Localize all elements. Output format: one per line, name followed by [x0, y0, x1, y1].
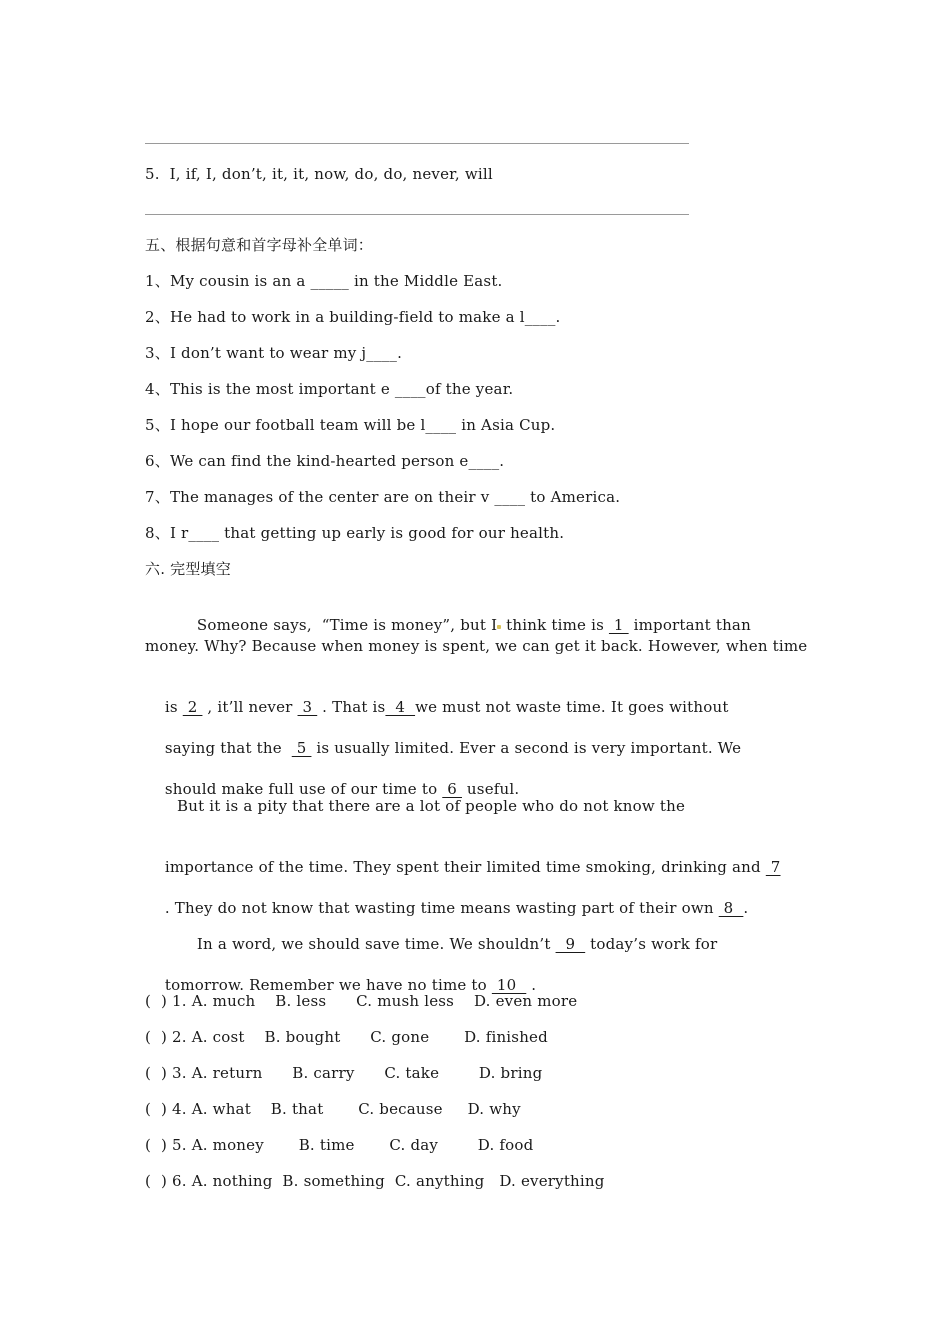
passage-text: should make full use of our time to — [164, 780, 443, 798]
passage-p2-line1: But it is a pity that there are a lot of people who do not know the — [177, 797, 686, 815]
choice-row-1: ( ) 1. A. much B. less C. mush less D. even more — [145, 992, 578, 1010]
answer-line-5 — [145, 214, 689, 215]
section5-item-7: 7、The manages of the center are on their v ____ to America. — [145, 488, 621, 506]
passage-text: today’s work for — [585, 935, 718, 953]
choice-row-3: ( ) 3. A. return B. carry C. take D. bring — [145, 1064, 543, 1082]
blank-9: 9 — [555, 935, 586, 953]
passage-text: we must not waste time. It goes without — [415, 698, 729, 716]
passage-text: , it’ll never — [202, 698, 298, 716]
choice-row-5: ( ) 5. A. money B. time C. day D. food — [145, 1136, 534, 1154]
choice-row-6: ( ) 6. A. nothing B. something C. anything D. everything — [145, 1172, 605, 1190]
choice-row-4: ( ) 4. A. what B. that C. because D. why — [145, 1100, 521, 1118]
blank-8: 8 — [718, 899, 744, 917]
choice-row-2: ( ) 2. A. cost B. bought C. gone D. finished — [145, 1028, 548, 1046]
passage-text: importance of the time. They spent their limited time smoking, drinking and — [164, 858, 766, 876]
section6-heading: 六. 完型填空 — [145, 560, 231, 578]
blank-6: 6 — [442, 780, 462, 798]
blank-5: 5 — [291, 739, 312, 757]
blank-2: 2 — [182, 698, 203, 716]
passage-text: important than — [628, 616, 751, 634]
blank-3: 3 — [297, 698, 318, 716]
answer-line-4 — [145, 143, 689, 144]
passage-text: . — [526, 976, 537, 994]
passage-text: Someone says, “Time is money”, but I — [196, 616, 498, 634]
section5-heading: 五、根据句意和首字母补全单词： — [145, 236, 374, 254]
passage-text: In a word, we should save time. We shouldn’t — [196, 935, 556, 953]
passage-p1-line2: money. Why? Because when money is spent, we can get it back. However, when time — [145, 637, 808, 655]
passage-text: useful. — [461, 780, 520, 798]
section5-item-1: 1、My cousin is an a _____ in the Middle East. — [145, 272, 503, 290]
q5-word-list: 5. I, if, I, don’t, it, it, now, do, do, never, will — [145, 165, 493, 183]
section5-item-3: 3、I don’t want to wear my j____. — [145, 344, 403, 362]
blank-1: 1 — [608, 616, 629, 634]
passage-text: . — [743, 899, 749, 917]
passage-text: is usually limited. Ever a second is very important. We — [311, 739, 742, 757]
blank-10: 10 — [491, 976, 527, 994]
section5-item-2: 2、He had to work in a building-field to make a l____. — [145, 308, 561, 326]
section5-item-6: 6、We can find the kind-hearted person e____. — [145, 452, 505, 470]
passage-text: saying that the — [164, 739, 292, 757]
passage-text: . They do not know that wasting time means wasting part of their own — [164, 899, 719, 917]
blank-7: 7 — [765, 858, 781, 876]
blank-4: 4 — [385, 698, 416, 716]
passage-text: . That is — [317, 698, 386, 716]
section5-item-4: 4、This is the most important e ____of the year. — [145, 380, 514, 398]
section5-item-8: 8、I r____ that getting up early is good for our health. — [145, 524, 565, 542]
section5-item-5: 5、I hope our football team will be l____ in Asia Cup. — [145, 416, 556, 434]
passage-text: tomorrow. Remember we have no time to — [164, 976, 492, 994]
passage-text: is — [164, 698, 183, 716]
passage-text: think time is — [501, 616, 609, 634]
